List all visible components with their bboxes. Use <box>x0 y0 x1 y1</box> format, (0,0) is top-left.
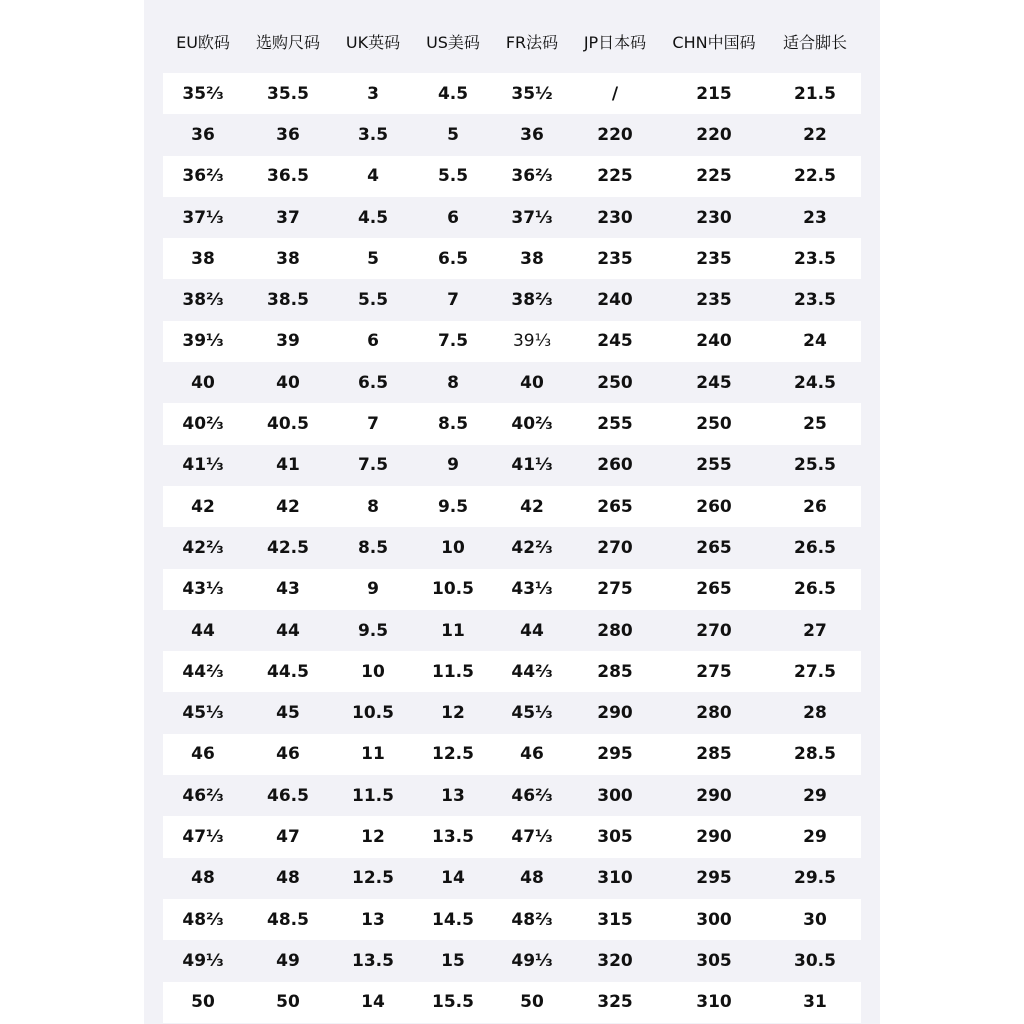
cell-eu: 46⅔ <box>163 775 243 816</box>
cell-foot-length: 26 <box>769 486 861 527</box>
cell-jp: / <box>571 73 659 114</box>
cell-fr: 44⅔ <box>493 651 571 692</box>
table-row <box>163 816 861 857</box>
cell-eu: 38 <box>163 238 243 279</box>
table-row <box>163 940 861 981</box>
cell-chn: 215 <box>659 73 769 114</box>
cell-foot-length: 27 <box>769 610 861 651</box>
cell-selected-size: 35.5 <box>243 73 333 114</box>
cell-eu: 42 <box>163 486 243 527</box>
cell-us: 12.5 <box>413 734 493 775</box>
cell-uk: 6.5 <box>333 362 413 403</box>
cell-foot-length: 25.5 <box>769 445 861 486</box>
cell-eu: 41⅓ <box>163 445 243 486</box>
cell-chn: 265 <box>659 527 769 568</box>
cell-us: 8.5 <box>413 403 493 444</box>
cell-jp: 270 <box>571 527 659 568</box>
cell-chn: 265 <box>659 569 769 610</box>
cell-us: 7 <box>413 279 493 320</box>
cell-eu: 42⅔ <box>163 527 243 568</box>
cell-jp: 285 <box>571 651 659 692</box>
cell-uk: 9 <box>333 569 413 610</box>
column-header-fr: FR法码 <box>505 33 559 52</box>
cell-eu: 46 <box>163 734 243 775</box>
cell-eu: 36 <box>163 114 243 155</box>
cell-uk: 13.5 <box>333 940 413 981</box>
cell-uk: 6 <box>333 321 413 362</box>
size-chart-body <box>163 73 861 1023</box>
cell-chn: 225 <box>659 156 769 197</box>
cell-foot-length: 29 <box>769 775 861 816</box>
cell-selected-size: 45 <box>243 692 333 733</box>
cell-selected-size: 40 <box>243 362 333 403</box>
cell-foot-length: 28.5 <box>769 734 861 775</box>
cell-chn: 275 <box>659 651 769 692</box>
cell-us: 10.5 <box>413 569 493 610</box>
table-row <box>163 73 861 114</box>
cell-uk: 3.5 <box>333 114 413 155</box>
column-header-selected-size: 选购尺码 <box>255 33 320 52</box>
column-header-uk: UK英码 <box>345 33 401 52</box>
cell-eu: 49⅓ <box>163 940 243 981</box>
cell-jp: 295 <box>571 734 659 775</box>
cell-us: 14 <box>413 858 493 899</box>
cell-jp: 250 <box>571 362 659 403</box>
cell-jp: 310 <box>571 858 659 899</box>
cell-jp: 280 <box>571 610 659 651</box>
cell-us: 15 <box>413 940 493 981</box>
cell-fr: 37⅓ <box>493 197 571 238</box>
table-row <box>163 569 861 610</box>
cell-eu: 40 <box>163 362 243 403</box>
cell-selected-size: 36 <box>243 114 333 155</box>
cell-uk: 4 <box>333 156 413 197</box>
cell-uk: 5 <box>333 238 413 279</box>
table-row <box>163 321 861 362</box>
cell-uk: 10 <box>333 651 413 692</box>
header-row <box>163 12 861 73</box>
table-row <box>163 610 861 651</box>
cell-uk: 12.5 <box>333 858 413 899</box>
cell-chn: 260 <box>659 486 769 527</box>
cell-eu: 44 <box>163 610 243 651</box>
cell-uk: 7 <box>333 403 413 444</box>
cell-jp: 275 <box>571 569 659 610</box>
cell-selected-size: 40.5 <box>243 403 333 444</box>
cell-us: 7.5 <box>413 321 493 362</box>
cell-uk: 8 <box>333 486 413 527</box>
cell-us: 10 <box>413 527 493 568</box>
table-row <box>163 982 861 1023</box>
table-row <box>163 651 861 692</box>
cell-jp: 265 <box>571 486 659 527</box>
cell-us: 11 <box>413 610 493 651</box>
cell-eu: 48⅔ <box>163 899 243 940</box>
cell-foot-length: 23.5 <box>769 279 861 320</box>
cell-fr: 46 <box>493 734 571 775</box>
cell-chn: 305 <box>659 940 769 981</box>
table-row <box>163 486 861 527</box>
cell-fr: 48⅔ <box>493 899 571 940</box>
cell-selected-size: 50 <box>243 982 333 1023</box>
cell-chn: 255 <box>659 445 769 486</box>
cell-fr: 45⅓ <box>493 692 571 733</box>
cell-chn: 250 <box>659 403 769 444</box>
cell-us: 5.5 <box>413 156 493 197</box>
cell-us: 15.5 <box>413 982 493 1023</box>
table-row <box>163 238 861 279</box>
cell-jp: 245 <box>571 321 659 362</box>
cell-selected-size: 41 <box>243 445 333 486</box>
column-header-chn: CHN中国码 <box>672 33 756 52</box>
cell-uk: 3 <box>333 73 413 114</box>
cell-selected-size: 39 <box>243 321 333 362</box>
column-header-jp: JP日本码 <box>583 33 647 52</box>
cell-eu: 43⅓ <box>163 569 243 610</box>
table-row <box>163 858 861 899</box>
cell-fr: 44 <box>493 610 571 651</box>
cell-us: 6.5 <box>413 238 493 279</box>
cell-eu: 37⅓ <box>163 197 243 238</box>
cell-us: 12 <box>413 692 493 733</box>
cell-uk: 7.5 <box>333 445 413 486</box>
cell-selected-size: 47 <box>243 816 333 857</box>
cell-foot-length: 28 <box>769 692 861 733</box>
table-row <box>163 156 861 197</box>
cell-chn: 245 <box>659 362 769 403</box>
cell-jp: 325 <box>571 982 659 1023</box>
cell-foot-length: 23 <box>769 197 861 238</box>
cell-jp: 225 <box>571 156 659 197</box>
cell-fr: 36⅔ <box>493 156 571 197</box>
cell-eu: 40⅔ <box>163 403 243 444</box>
table-row <box>163 899 861 940</box>
cell-selected-size: 48 <box>243 858 333 899</box>
cell-jp: 235 <box>571 238 659 279</box>
cell-fr: 48 <box>493 858 571 899</box>
cell-fr: 42 <box>493 486 571 527</box>
cell-foot-length: 29.5 <box>769 858 861 899</box>
cell-foot-length: 24 <box>769 321 861 362</box>
cell-us: 14.5 <box>413 899 493 940</box>
cell-foot-length: 31 <box>769 982 861 1023</box>
cell-eu: 36⅔ <box>163 156 243 197</box>
cell-selected-size: 38 <box>243 238 333 279</box>
column-header-foot-length: 适合脚长 <box>782 33 847 52</box>
cell-uk: 11.5 <box>333 775 413 816</box>
cell-eu: 44⅔ <box>163 651 243 692</box>
cell-eu: 48 <box>163 858 243 899</box>
cell-selected-size: 48.5 <box>243 899 333 940</box>
table-row <box>163 403 861 444</box>
cell-chn: 220 <box>659 114 769 155</box>
cell-us: 4.5 <box>413 73 493 114</box>
cell-eu: 38⅔ <box>163 279 243 320</box>
cell-selected-size: 37 <box>243 197 333 238</box>
cell-uk: 5.5 <box>333 279 413 320</box>
cell-selected-size: 44.5 <box>243 651 333 692</box>
cell-uk: 14 <box>333 982 413 1023</box>
cell-fr: 41⅓ <box>493 445 571 486</box>
table-row <box>163 362 861 403</box>
cell-foot-length: 25 <box>769 403 861 444</box>
cell-foot-length: 23.5 <box>769 238 861 279</box>
size-chart-sheet <box>144 0 880 1024</box>
cell-selected-size: 44 <box>243 610 333 651</box>
cell-foot-length: 24.5 <box>769 362 861 403</box>
cell-jp: 290 <box>571 692 659 733</box>
cell-fr: 40⅔ <box>493 403 571 444</box>
table-row <box>163 445 861 486</box>
cell-fr: 40 <box>493 362 571 403</box>
cell-us: 9 <box>413 445 493 486</box>
cell-eu: 50 <box>163 982 243 1023</box>
table-row <box>163 527 861 568</box>
cell-foot-length: 26.5 <box>769 569 861 610</box>
cell-chn: 290 <box>659 775 769 816</box>
cell-jp: 315 <box>571 899 659 940</box>
cell-chn: 240 <box>659 321 769 362</box>
cell-us: 9.5 <box>413 486 493 527</box>
cell-selected-size: 43 <box>243 569 333 610</box>
cell-eu: 39⅓ <box>163 321 243 362</box>
cell-eu: 47⅓ <box>163 816 243 857</box>
cell-us: 13.5 <box>413 816 493 857</box>
cell-fr: 36 <box>493 114 571 155</box>
cell-uk: 11 <box>333 734 413 775</box>
table-row <box>163 197 861 238</box>
cell-jp: 260 <box>571 445 659 486</box>
cell-selected-size: 46.5 <box>243 775 333 816</box>
cell-fr: 43⅓ <box>493 569 571 610</box>
cell-uk: 13 <box>333 899 413 940</box>
cell-foot-length: 22.5 <box>769 156 861 197</box>
cell-uk: 8.5 <box>333 527 413 568</box>
cell-chn: 285 <box>659 734 769 775</box>
cell-selected-size: 46 <box>243 734 333 775</box>
cell-uk: 4.5 <box>333 197 413 238</box>
cell-foot-length: 30.5 <box>769 940 861 981</box>
cell-fr: 38 <box>493 238 571 279</box>
cell-us: 6 <box>413 197 493 238</box>
cell-us: 5 <box>413 114 493 155</box>
cell-selected-size: 42 <box>243 486 333 527</box>
cell-chn: 235 <box>659 279 769 320</box>
cell-foot-length: 21.5 <box>769 73 861 114</box>
cell-chn: 300 <box>659 899 769 940</box>
column-header-us: US美码 <box>426 33 480 52</box>
table-row <box>163 279 861 320</box>
cell-foot-length: 30 <box>769 899 861 940</box>
table-row <box>163 692 861 733</box>
cell-chn: 270 <box>659 610 769 651</box>
cell-uk: 9.5 <box>333 610 413 651</box>
table-row <box>163 775 861 816</box>
cell-fr: 39⅓ <box>493 321 571 362</box>
cell-jp: 220 <box>571 114 659 155</box>
cell-fr: 42⅔ <box>493 527 571 568</box>
cell-jp: 320 <box>571 940 659 981</box>
cell-chn: 230 <box>659 197 769 238</box>
cell-jp: 240 <box>571 279 659 320</box>
cell-foot-length: 22 <box>769 114 861 155</box>
cell-eu: 35⅔ <box>163 73 243 114</box>
cell-eu: 45⅓ <box>163 692 243 733</box>
cell-foot-length: 26.5 <box>769 527 861 568</box>
cell-chn: 290 <box>659 816 769 857</box>
table-row <box>163 734 861 775</box>
table-row <box>163 114 861 155</box>
cell-us: 8 <box>413 362 493 403</box>
cell-fr: 49⅓ <box>493 940 571 981</box>
cell-chn: 295 <box>659 858 769 899</box>
cell-chn: 310 <box>659 982 769 1023</box>
cell-fr: 50 <box>493 982 571 1023</box>
cell-foot-length: 27.5 <box>769 651 861 692</box>
cell-selected-size: 38.5 <box>243 279 333 320</box>
cell-uk: 10.5 <box>333 692 413 733</box>
cell-selected-size: 49 <box>243 940 333 981</box>
cell-chn: 235 <box>659 238 769 279</box>
cell-fr: 38⅔ <box>493 279 571 320</box>
cell-us: 11.5 <box>413 651 493 692</box>
cell-fr: 35½ <box>493 73 571 114</box>
cell-selected-size: 42.5 <box>243 527 333 568</box>
size-chart-table <box>163 12 861 1023</box>
cell-jp: 300 <box>571 775 659 816</box>
cell-jp: 305 <box>571 816 659 857</box>
cell-selected-size: 36.5 <box>243 156 333 197</box>
cell-jp: 230 <box>571 197 659 238</box>
column-header-eu: EU欧码 <box>176 33 230 52</box>
cell-uk: 12 <box>333 816 413 857</box>
cell-fr: 46⅔ <box>493 775 571 816</box>
cell-us: 13 <box>413 775 493 816</box>
cell-jp: 255 <box>571 403 659 444</box>
cell-fr: 47⅓ <box>493 816 571 857</box>
cell-chn: 280 <box>659 692 769 733</box>
cell-foot-length: 29 <box>769 816 861 857</box>
